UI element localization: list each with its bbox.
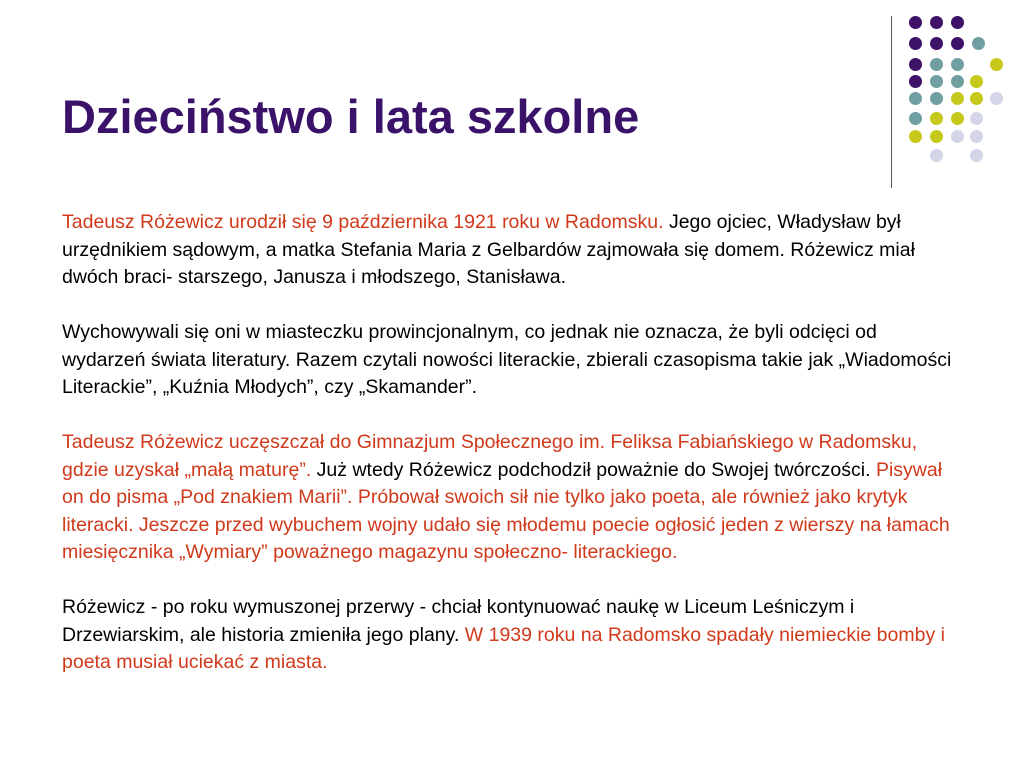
decorative-dot [909,16,922,29]
decorative-dot [972,37,985,50]
decorative-dot [970,149,983,162]
paragraph-school [62,429,962,567]
decorative-dot [951,16,964,29]
decorative-dot [930,130,943,143]
header-divider-line [891,16,892,188]
decorative-dot [909,92,922,105]
decorative-dot [930,92,943,105]
decorative-dot [990,92,1003,105]
body-text: Różewicz - po roku wymuszonej przerwy - chciał kontynuować naukę w Liceum Leśniczym i Drzewiarskim, ale historia zmieniła jego plany. [62,596,855,646]
paragraph-war [62,594,962,677]
body-text: Jego ojciec, Władysław był urzędnikiem sądowym, a matka Stefania Maria z Gelbardów zajmowała się domem. Różewicz miał dwóch braci- starszego, Janusza i młodszego, Stanisława. [62,211,915,288]
decorative-dot [951,37,964,50]
decorative-dot [930,75,943,88]
highlighted-text: Pisywał on do pisma „Pod znakiem Marii”. Próbował swoich sił nie tylko jako poeta, ale również jako krytyk literacki. Jeszcze przed wybuchem wojny udało się młodemu poecie ogłosić jeden z wierszy na łamach miesięcznika „Wymiary” poważnego magazynu społeczno- literackiego. [62,458,950,563]
highlighted-text: W 1939 roku na Radomsko spadały niemieckie bomby i poeta musiał uciekać z miasta. [62,623,945,673]
decorative-dot [990,58,1003,71]
decorative-dot [970,92,983,105]
paragraph-childhood [62,319,962,402]
highlighted-text: Tadeusz Różewicz urodził się 9 października 1921 roku w Radomsku. [62,211,664,233]
decorative-dot [909,112,922,125]
decorative-dot [909,37,922,50]
slide-body [62,209,962,704]
decorative-dot [909,130,922,143]
decorative-dot [970,112,983,125]
decorative-dot [970,130,983,143]
decorative-dot [951,130,964,143]
decorative-dot [970,75,983,88]
decorative-dot [951,112,964,125]
highlighted-text: Tadeusz Różewicz uczęszczał do Gimnazjum Społecznego im. Feliksa Fabiańskiego w Radomsku, gdzie uzyskał „małą maturę”. [62,431,918,481]
decorative-dot [930,112,943,125]
slide-title: Dzieciństwo i lata szkolne [62,90,640,143]
decorative-dot [951,92,964,105]
decorative-dot [930,37,943,50]
decorative-dot [951,58,964,71]
decorative-dot [951,75,964,88]
decorative-dot [930,16,943,29]
decorative-dot [909,58,922,71]
decorative-dot [930,149,943,162]
decorative-dot [909,75,922,88]
body-text: Wychowywali się oni w miasteczku prowincjonalnym, co jednak nie oznacza, że byli odcięci od wydarzeń świata literatury. Razem czytali nowości literackie, zbierali czasopisma takie jak „Wiadomości Literackie”, „Kuźnia Młodych”, czy „Skamander”. [62,321,952,398]
decorative-dot [930,58,943,71]
paragraph-birth [62,209,962,292]
body-text: Już wtedy Różewicz podchodził poważnie do Swojej twórczości. [311,458,871,481]
